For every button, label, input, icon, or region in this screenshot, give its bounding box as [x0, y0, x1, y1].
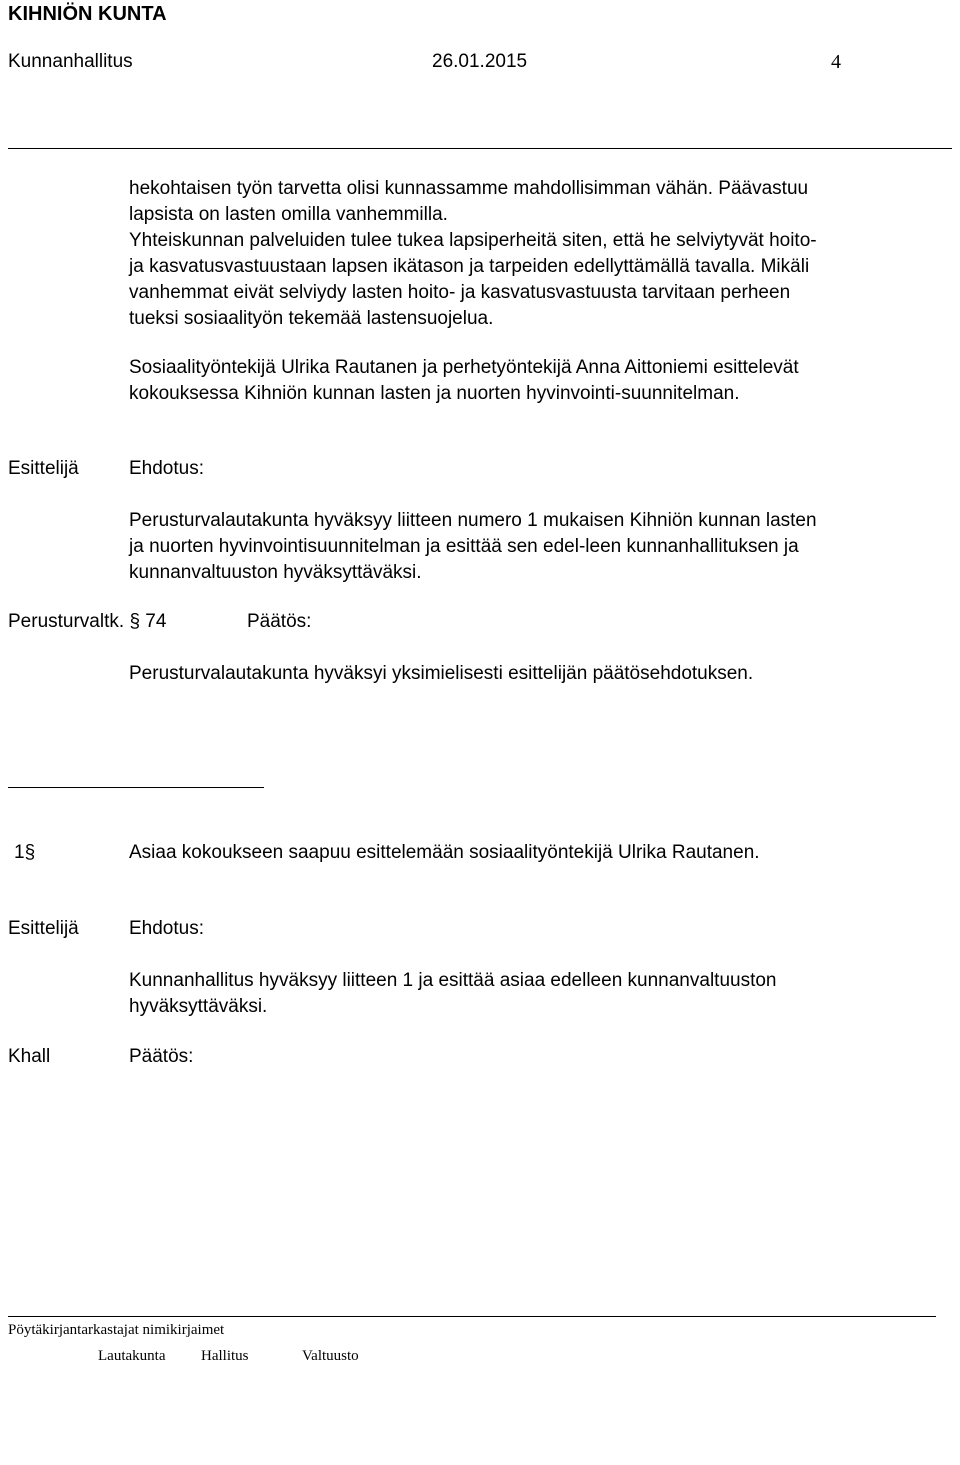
signatures-label: Pöytäkirjantarkastajat nimikirjaimet — [8, 1322, 225, 1338]
presenter-label: Esittelijä — [8, 458, 79, 479]
section-separator — [8, 787, 264, 788]
proposal-label-2: Ehdotus: — [129, 918, 204, 939]
board-ref-prefix: Perusturvaltk. — [8, 611, 125, 632]
board-reference — [8, 611, 166, 633]
proposal-text-2: Kunnanhallitus hyväksyy liitteen 1 ja esittää asiaa edelleen kunnanvaltuuston hyväksyttäväksi. — [129, 970, 777, 1017]
paragraph-3: Sosiaalityöntekijä Ulrika Rautanen ja perhetyöntekijä Anna Aittoniemi esittelevät kokouksessa Kihniön kunnan lasten ja nuorten hyvinvointi-suunnitelman. — [129, 357, 799, 404]
presenter-label-2: Esittelijä — [8, 918, 79, 939]
proposal-label: Ehdotus: — [129, 458, 204, 479]
board-ref-number: 74 — [145, 611, 167, 632]
section-sign-icon: § — [129, 611, 141, 632]
footer-col-lautakunta: Lautakunta — [98, 1348, 166, 1364]
footer-col-valtuusto: Valtuusto — [302, 1348, 359, 1364]
item-number: 1§ — [14, 842, 36, 863]
header-rule — [8, 148, 952, 149]
paragraph-2: Yhteiskunnan palveluiden tulee tukea lapsiperheitä siten, että he selviytyvät hoito- ja kasvatusvastuustaan lapsen ikätason ja tarpeiden edellyttämällä tavalla. Mikäli vanhemmat eivät selviydy lasten hoito- ja kasvatusvastuusta tarvitaan perheen tueksi sosiaalityön tekemää lastensuojelua. — [129, 230, 817, 329]
proposal-text: Perusturvalautakunta hyväksyy liitteen numero 1 mukaisen Kihniön kunnan lasten ja nuorten hyvinvointisuunnitelman ja esittää sen edel-leen kunnanhallituksen ja kunnanvaltuuston hyväksyttäväksi. — [129, 510, 817, 583]
meeting-body: Kunnanhallitus — [8, 51, 133, 72]
decision-label-2: Päätös: — [129, 1046, 194, 1067]
item-text: Asiaa kokoukseen saapuu esittelemään sosiaalityöntekijä Ulrika Rautanen. — [129, 842, 760, 863]
section-sign-icon: § — [24, 842, 36, 863]
footer-rule — [8, 1316, 936, 1317]
decision-label: Päätös: — [247, 611, 312, 632]
decision-text: Perusturvalautakunta hyväksyi yksimielisesti esittelijän päätösehdotuksen. — [129, 663, 754, 684]
board-label: Khall — [8, 1046, 51, 1067]
page-number: 4 — [831, 51, 841, 73]
paragraph-1: hekohtaisen työn tarvetta olisi kunnassamme mahdollisimman vähän. Päävastuu lapsista on lasten omilla vanhemmilla. — [129, 178, 809, 225]
meeting-date: 26.01.2015 — [432, 51, 528, 72]
footer-col-hallitus: Hallitus — [201, 1348, 249, 1364]
org-name: KIHNIÖN KUNTA — [8, 3, 167, 25]
